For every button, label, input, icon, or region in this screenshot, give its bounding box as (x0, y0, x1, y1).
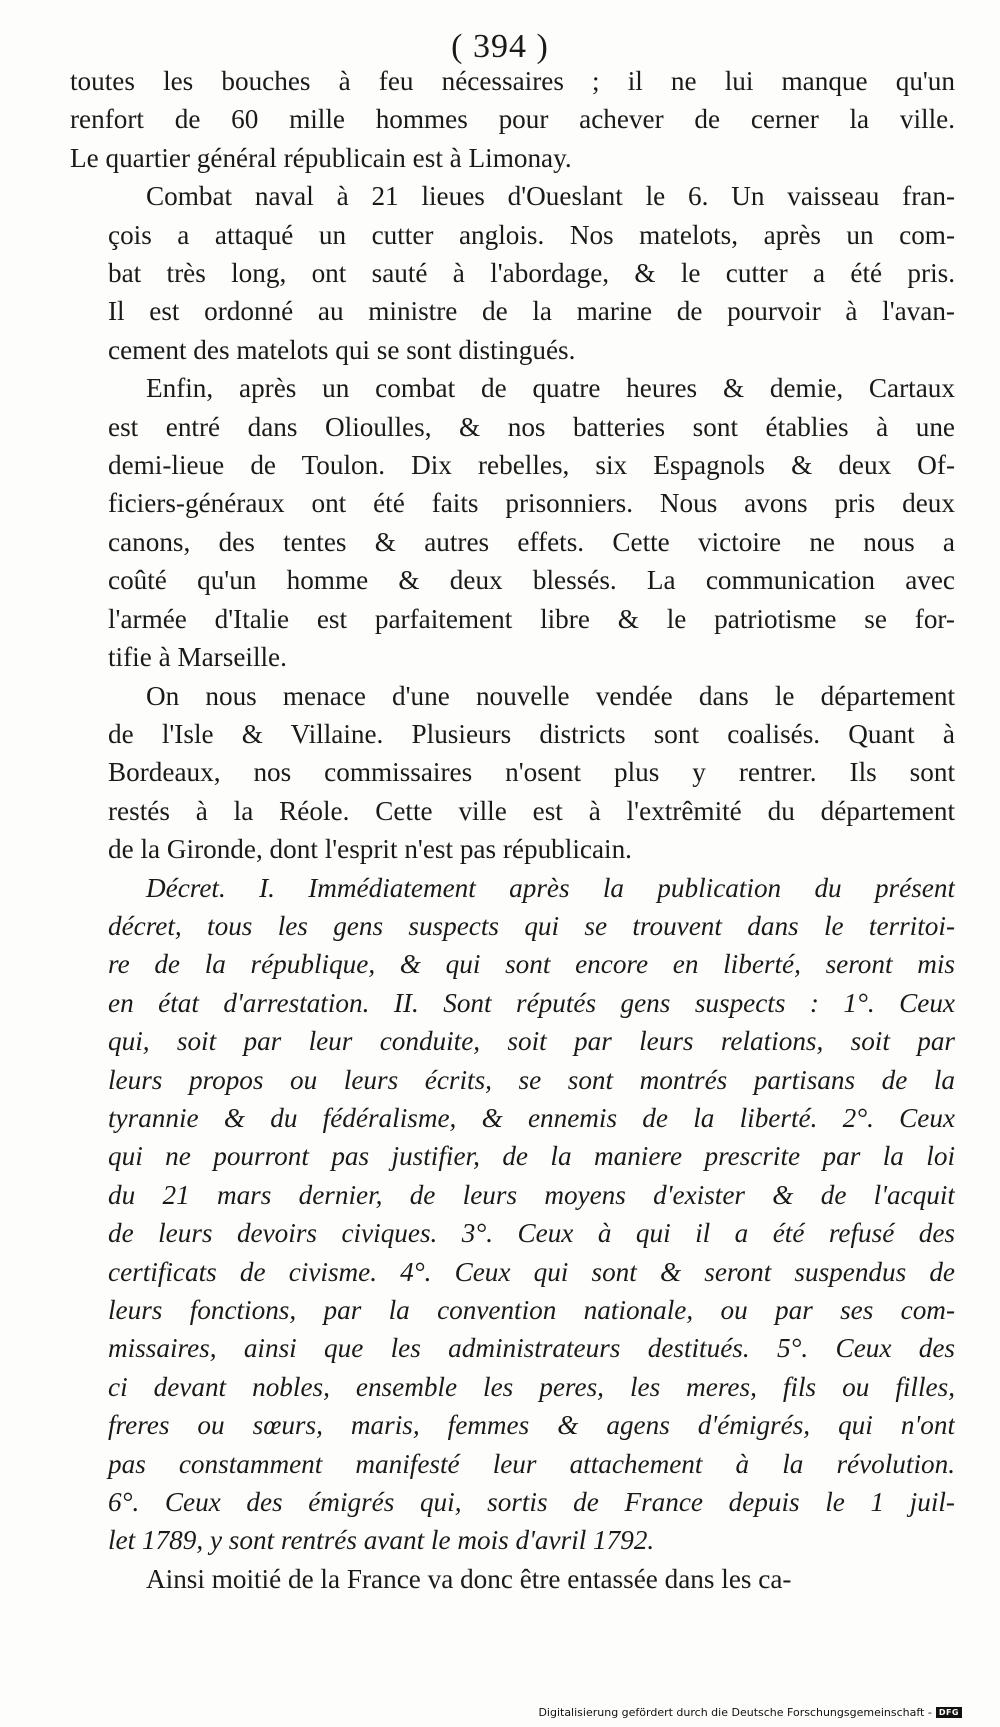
text-line: Combat naval à 21 lieues d'Oueslant le 6. Un vaisseau fran- (146, 181, 955, 212)
text-line: Décret. I. Immédiatement après la publication du présent (146, 872, 955, 903)
text-line: missaires, ainsi que les administrateurs destitués. 5°. Ceux des (108, 1333, 955, 1364)
text-line: let 1789, y sont rentrés avant le mois d'avril 1792. (108, 1525, 655, 1556)
text-line: coûté qu'un homme & deux blessés. La communication avec (108, 565, 955, 596)
text-line: pas constamment manifesté leur attachement à la révolution. (108, 1448, 955, 1479)
text-line: toutes les bouches à feu nécessaires ; il ne lui manque qu'un (70, 66, 955, 96)
text-line: Il est ordonné au ministre de la marine de pourvoir à l'avan- (108, 296, 955, 327)
paragraph (70, 177, 955, 369)
text-line: de la Gironde, dont l'esprit n'est pas républicain. (108, 834, 632, 865)
text-line: cement des matelots qui se sont distingués. (108, 334, 576, 365)
text-line: renfort de 60 mille hommes pour achever de cerner la ville. (70, 104, 955, 135)
text-line: ci devant nobles, ensemble les peres, les meres, fils ou filles, (108, 1371, 955, 1402)
text-line: çois a attaqué un cutter anglois. Nos matelots, après un com- (108, 219, 955, 250)
text-line: du 21 mars dernier, de leurs moyens d'exister & de l'acquit (108, 1179, 955, 1210)
text-line: restés à la Réole. Cette ville est à l'extrêmité du département (108, 795, 955, 826)
text-line: est entré dans Olioulles, & nos batteries sont établies à une (108, 411, 955, 442)
paragraph (70, 869, 955, 1560)
text-line: Enfin, après un combat de quatre heures & demie, Cartaux (146, 373, 955, 404)
text-line: l'armée d'Italie est parfaitement libre & le patriotisme se for- (108, 603, 955, 634)
text-line: re de la république, & qui sont encore en liberté, seront mis (108, 949, 955, 980)
body-text (70, 62, 955, 1598)
text-line: bat très long, ont sauté à l'abordage, & le cutter a été pris. (108, 258, 955, 289)
text-line: de leurs devoirs civiques. 3°. Ceux à qui il a été refusé des (108, 1218, 955, 1249)
text-line: décret, tous les gens suspects qui se trouvent dans le territoi- (108, 910, 955, 941)
paragraph (70, 62, 955, 177)
text-line: qui ne pourront pas justifier, de la maniere prescrite par la loi (108, 1141, 955, 1172)
paragraph (70, 369, 955, 676)
text-line: certificats de civisme. 4°. Ceux qui sont & seront suspendus de (108, 1256, 955, 1287)
text-line: freres ou sœurs, maris, femmes & agens d'émigrés, qui n'ont (108, 1410, 955, 1441)
text-line: Bordeaux, nos commissaires n'osent plus y rentrer. Ils sont (108, 757, 955, 788)
page-number: ( 394 ) (451, 28, 549, 65)
text-line: de l'Isle & Villaine. Plusieurs districts sont coalisés. Quant à (108, 718, 955, 749)
text-line: leurs propos ou leurs écrits, se sont montrés partisans de la (108, 1064, 955, 1095)
text-line: On nous menace d'une nouvelle vendée dans le département (146, 680, 955, 711)
text-line: qui, soit par leur conduite, soit par leurs relations, soit par (108, 1026, 955, 1057)
text-line: tyrannie & du fédéralisme, & ennemis de la liberté. 2°. Ceux (108, 1102, 955, 1133)
text-line: leurs fonctions, par la convention nationale, ou par ses com- (108, 1295, 955, 1325)
paragraph (70, 1560, 955, 1598)
text-line: Le quartier général républicain est à Limonay. (70, 142, 572, 173)
paragraph (70, 677, 955, 869)
text-line: tifie à Marseille. (108, 642, 287, 673)
text-line: canons, des tentes & autres effets. Cette victoire ne nous a (108, 526, 955, 557)
text-line: Ainsi moitié de la France va donc être entassée dans les ca- (146, 1563, 792, 1594)
text-line: 6°. Ceux des émigrés qui, sortis de France depuis le 1 juil- (108, 1487, 955, 1518)
dfg-logo-icon: DFG (936, 1707, 962, 1718)
text-line: demi-lieue de Toulon. Dix rebelles, six Espagnols & deux Of- (108, 450, 955, 481)
text-line: ficiers-généraux ont été faits prisonniers. Nous avons pris deux (108, 488, 955, 519)
credit-text: Digitalisierung gefördert durch die Deutsche Forschungsgemeinschaft - (538, 1706, 932, 1719)
text-line: en état d'arrestation. II. Sont réputés gens suspects : 1°. Ceux (108, 987, 955, 1018)
digitization-credit (538, 1706, 962, 1719)
